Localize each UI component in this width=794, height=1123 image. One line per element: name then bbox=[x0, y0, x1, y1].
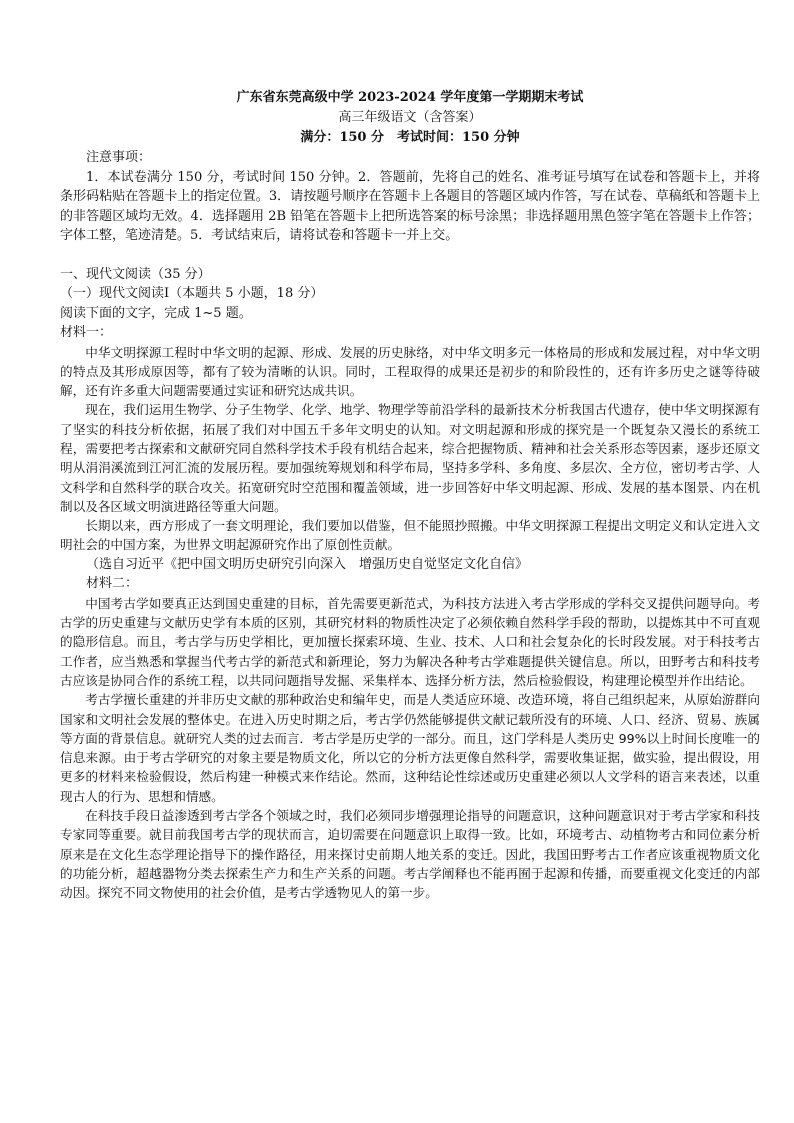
material-one-paragraph: 现在，我们运用生物学、分子生物学、化学、地学、物理学等前沿学科的最新技术分析我国古代遗存，使中华文明探源有了坚实的科技分析依据，拓展了我们对中国五千多年文明史的认知。对文明起源和形成的探究是一个既复杂又漫长的系统工程，需要把考古探索和文献研究同自然科学技术手段有机结合起来，综合把握物质、精神和社会关系形态等因素，逐步还原文明从涓涓溪流到江河汇流的发展历程。要加强统筹规划和科学布局，坚持多学科、多角度、多层次、全方位，密切考古学、人文科学和自然科学的联合攻关。拓宽研究时空范围和覆盖领域，进一步回答好中华文明起源、形成、发展的基本图景、内在机制以及各区域文明演进路径等重大问题。 bbox=[60, 402, 760, 514]
exam-title: 广东省东莞高级中学 2023-2024 学年度第一学期期末考试 bbox=[236, 90, 584, 105]
material-two-paragraph: 考古学擅长重建的并非历史文献的那种政治史和编年史，而是人类适应环境、改造环境，将自己组织起来，从原始游群向国家和文明社会发展的整体史。在进入历史时期之后，考古学仍然能够提供文献记载所没有的环境、人口、经济、贸易、族属等方面的背景信息。就研究人类的过去而言．考古学是历史学的一部分。而且，这门学科是人类历史 99%以上时间长度唯一的信息来源。由于考古学研究的对象主要是物质文化，所以它的分析方法更像自然科学，需要收集证据，做实验，提出假设，用更多的材料来检验假设，然后构建一种模式来作结论。然而，这种结论性综述或历史重建必须以人文学科的语言来表述，以重现古人的行为、思想和情感。 bbox=[60, 692, 760, 804]
material-one-source: （选自习近平《把中国文明历史研究引向深入 增强历史自觉坚定文化自信》 bbox=[86, 556, 529, 572]
reading-instruction: 阅读下面的文字，完成 1~5 题。 bbox=[60, 305, 252, 321]
section-subheading: （一）现代文阅读Ⅰ（本题共 5 小题，18 分） bbox=[60, 286, 324, 301]
material-one-paragraph: 长期以来，西方形成了一套文明理论，我们要加以借鉴，但不能照抄照搬。中华文明探源工程提出文明定义和认定进入文明社会的中国方案，为世界文明起源研究作出了原创性贡献。 bbox=[60, 518, 760, 553]
material-two-paragraph: 中国考古学如要真正达到国史重建的目标，首先需要更新范式，为科技方法进入考古学形成的学科交叉提供问题导向。考古学的历史重建与文献历史学有本质的区别，其研究材料的物质性决定了必须依赖自然科学手段的帮助，以提炼其中不可直观的隐形信息。而且，考古学与历史学相比，更加擅长探索环境、生业、技术、人口和社会复杂化的长时段发展。对于科技考古工作者，应当熟悉和掌握当代考古学的新范式和新理论，努力为解决各种考古学难题提供关键信息。所以，田野考古和科技考古应该是协同合作的系统工程，以共同问题指导发掘、采集样本、选择分析方法，然后检验假设，构建理论模型并作出结论。 bbox=[60, 595, 760, 688]
spacer bbox=[60, 246, 760, 265]
material-one-label: 材料一： bbox=[60, 325, 113, 340]
score-and-time: 满分：150 分 考试时间：150 分钟 bbox=[300, 130, 520, 145]
material-two-paragraph: 在科技手段日益渗透到考古学各个领域之时，我们必须同步增强理论指导的问题意识，这种问题意识对于考古学家和科技专家同等重要。就目前我国考古学的现状而言，迫切需要在问题意识上取得一致。比如，环境考古、动植物考古和同位素分析原来是在文化生态学理论指导下的操作路径，用来探讨史前期人地关系的变迁。因此，我国田野考古工作者应该重视物质文化的功能分析，超越器物分类去探索生产力和生产关系的问题。考古学阐释也不能再囿于起源和传播，而要重视文化变迁的内部动因。探究不同文物使用的社会价值，是考古学透物见人的第一步。 bbox=[60, 808, 760, 901]
section-heading: 一、现代文阅读（35 分） bbox=[60, 266, 211, 282]
notice-label: 注意事项： bbox=[86, 150, 152, 165]
exam-subtitle: 高三年级语文（含答案） bbox=[338, 110, 482, 125]
exam-page bbox=[60, 88, 760, 903]
material-one-paragraph: 中华文明探源工程时中华文明的起源、形成、发展的历史脉络，对中华文明多元一体格局的形成和发展过程，对中华文明的特点及其形成原因等，都有了较为清晰的认识。同时，工程取得的成果还是初步的和阶段性的，还有许多历史之谜等待破解，还有许多重大问题需要通过实证和研究达成共识。 bbox=[60, 344, 760, 399]
notice-body: 1．本试卷满分 150 分，考试时间 150 分钟。2．答题前，先将自己的姓名、准考证号填写在试卷和答题卡上，并将条形码粘贴在答题卡上的指定位置。3．请按题号顺序在答题卡上各题目的答题区域内作答，写在试卷、草稿纸和答题卡上的非答题区域均无效。4．选择题用 2B 铅笔在答题卡上把所选答案的标号涂黑；非选择题用黑色签字笔在答题卡上作答；字体工整，笔迹清楚。5．考试结束后，请将试卷和答题卡一并上交。 bbox=[60, 169, 760, 243]
material-two-label: 材料二： bbox=[86, 576, 139, 592]
